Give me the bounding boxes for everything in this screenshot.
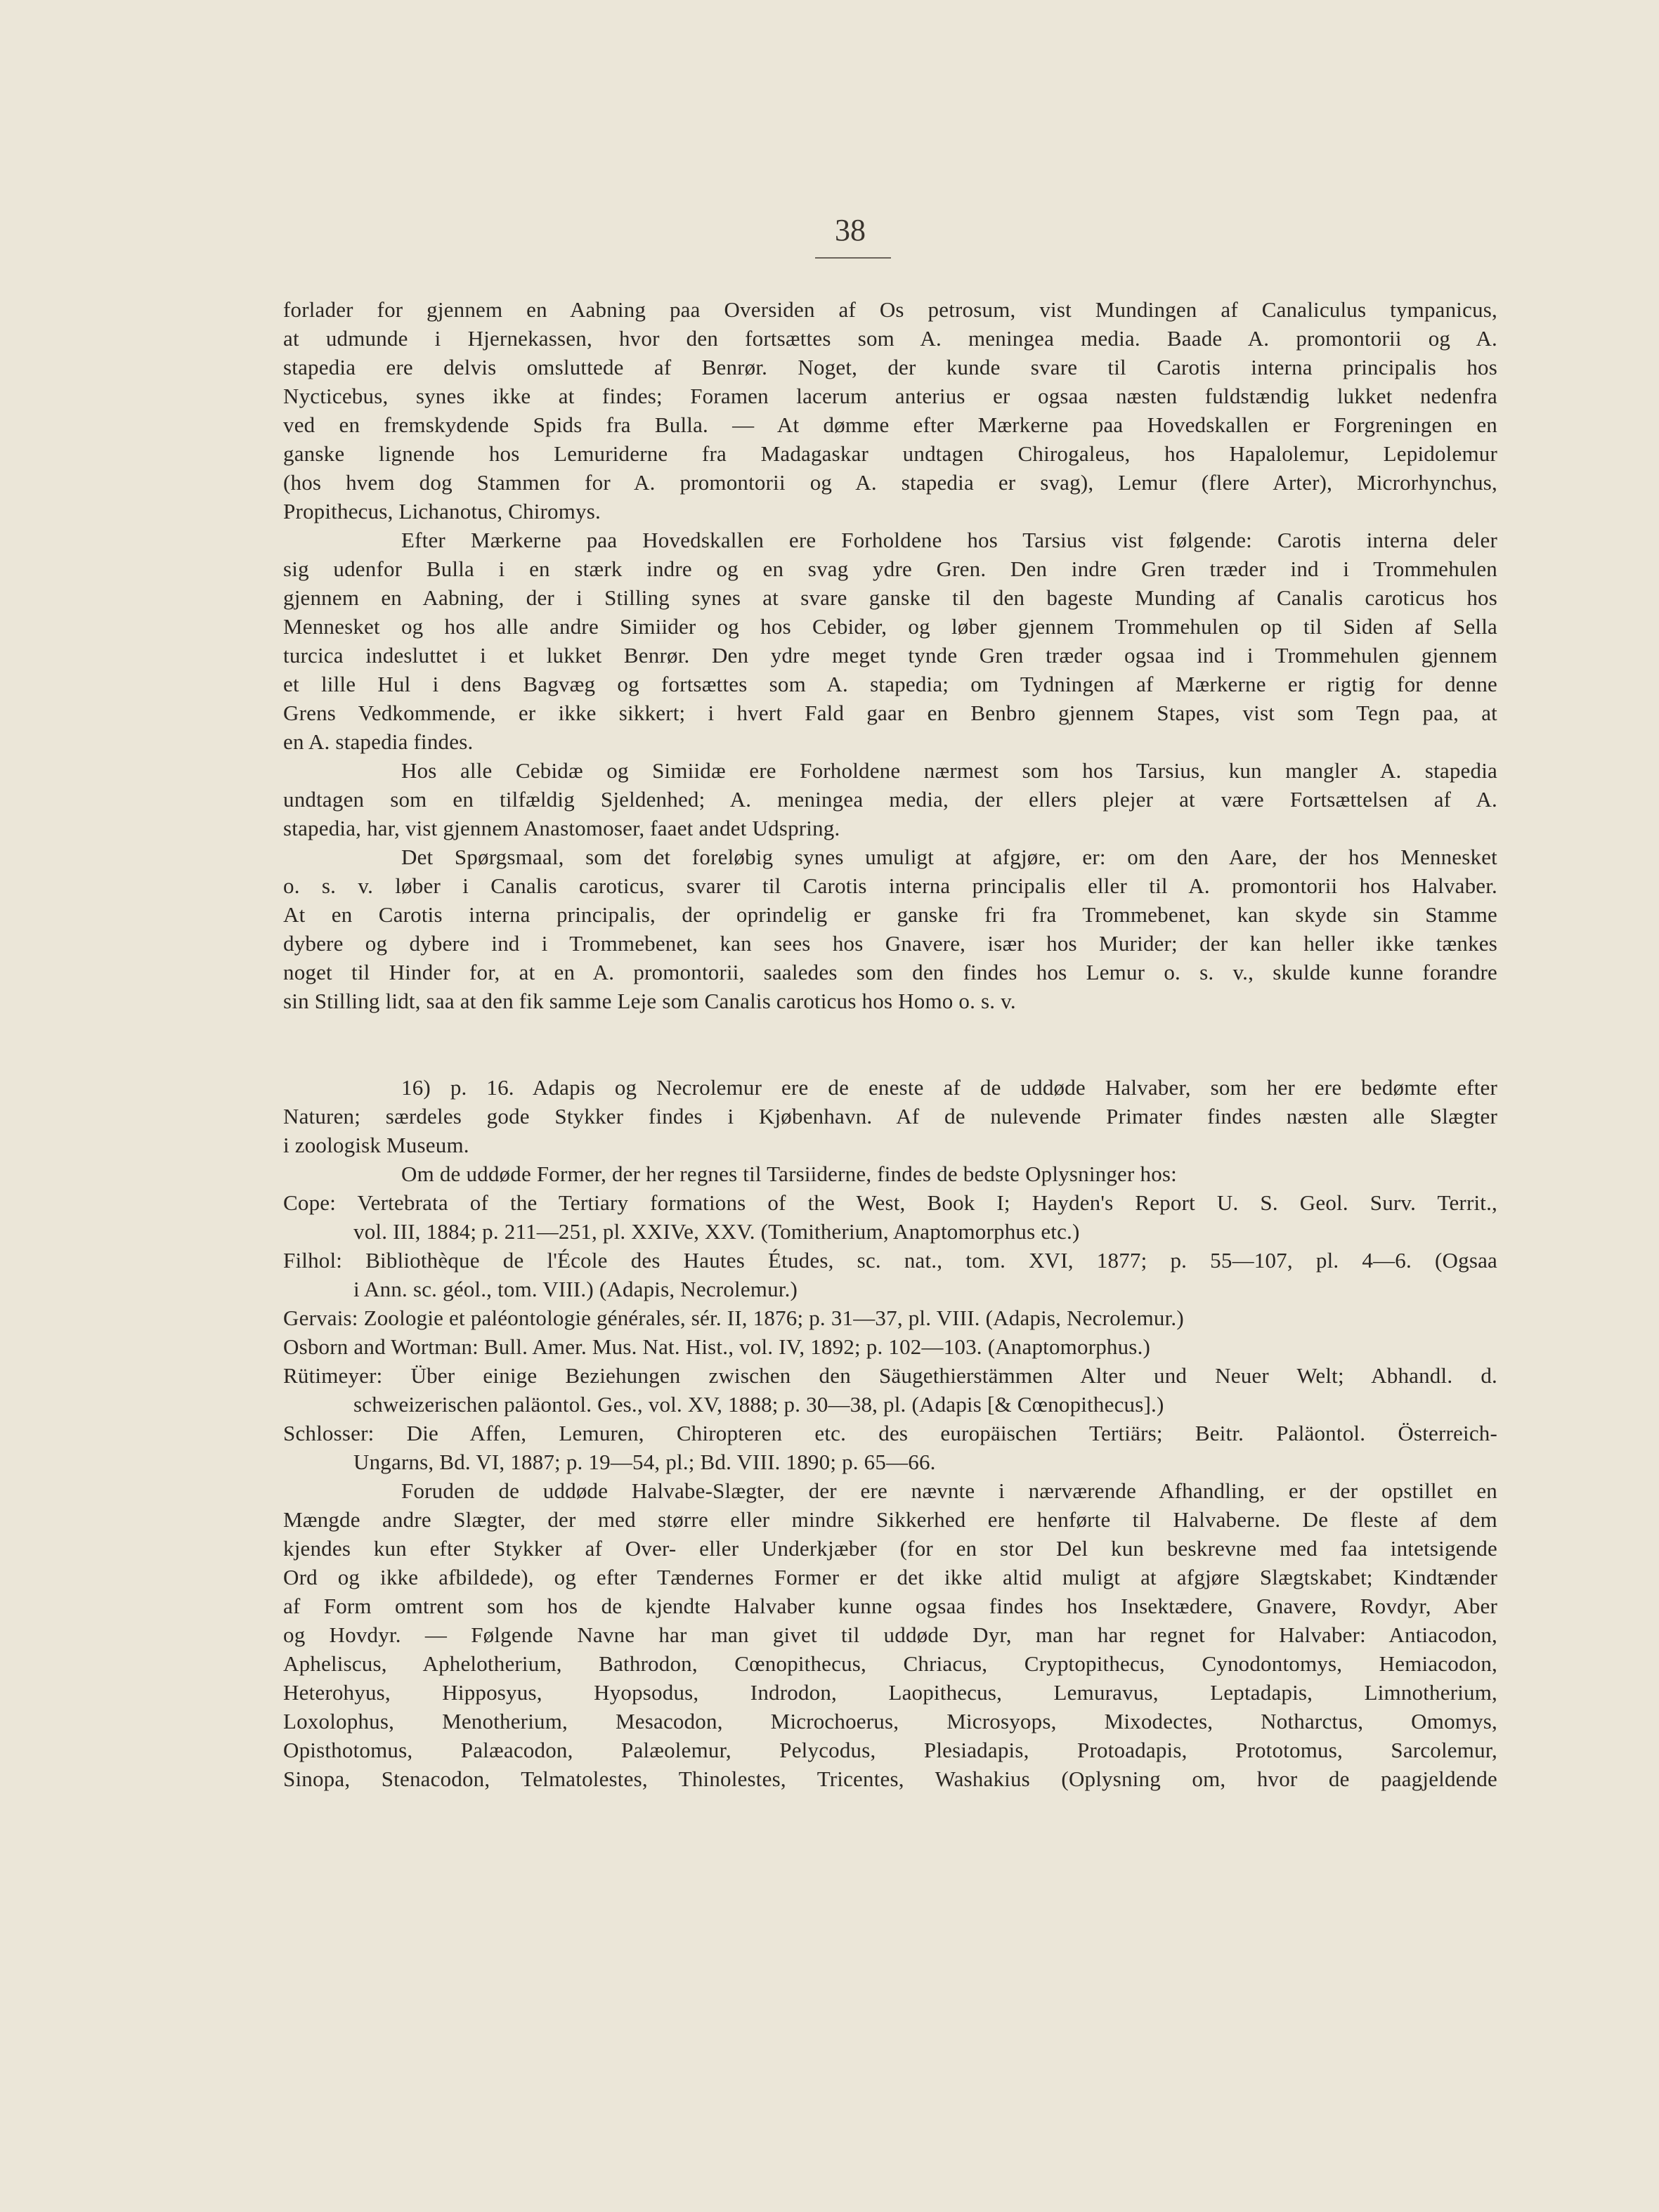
text-line: et lille Hul i dens Bagvæg og fortsættes som A. stapedia; om Tydningen af Mærkerne er rigtig for denne xyxy=(283,672,1497,696)
reference-filhol: Filhol: Bibliothèque de l'École des Hautes Études, sc. nat., tom. XVI, 1877; p. 55—107, pl. 4—6. (Ogsaa xyxy=(283,1248,1497,1273)
text-line: Loxolophus, Menotherium, Mesacodon, Microchoerus, Microsyops, Mixodectes, Notharctus, Omomys, xyxy=(283,1709,1497,1733)
reference-schlosser-cont: Ungarns, Bd. VI, 1887; p. 19—54, pl.; Bd. VIII. 1890; p. 65—66. xyxy=(353,1450,936,1474)
text-line: sin Stilling lidt, saa at den fik samme Leje som Canalis caroticus hos Homo o. s. v. xyxy=(283,989,1016,1013)
text-line: Opisthotomus, Palæacodon, Palæolemur, Pelycodus, Plesiadapis, Protoadapis, Prototomus, Sarcolemur, xyxy=(283,1738,1497,1762)
reference-rutimeyer: Rütimeyer: Über einige Beziehungen zwischen den Säugethierstämmen Alter und Neuer Welt; Abhandl. d. xyxy=(283,1363,1497,1388)
page-number: 38 xyxy=(835,213,866,247)
text-line: turcica indesluttet i et lukket Benrør. Den ydre meget tynde Gren træder ogsaa ind i Trommehulen gjennem xyxy=(283,643,1497,668)
text-line: sig udenfor Bulla i en stærk indre og en svag ydre Gren. Den indre Gren træder ind i Trommehulen xyxy=(283,557,1497,581)
reference-osborn-wortman: Osborn and Wortman: Bull. Amer. Mus. Nat. Hist., vol. IV, 1892; p. 102—103. (Anaptomorphus.) xyxy=(283,1334,1151,1359)
text-line: Ord og ikke afbildede), og efter Tændernes Former er det ikke altid muligt at afgjøre Slægtskabet; Kindtænder xyxy=(283,1565,1497,1589)
text-line: i zoologisk Museum. xyxy=(283,1133,469,1157)
text-line: af Form omtrent som hos de kjendte Halvaber kunne ogsaa findes hos Insektædere, Gnavere, Rovdyr, Aber xyxy=(283,1594,1497,1618)
text-line: Naturen; særdeles gode Stykker findes i Kjøbenhavn. Af de nulevende Primater findes næsten alle Slægter xyxy=(283,1104,1497,1128)
text-line: Grens Vedkommende, er ikke sikkert; i hvert Fald gaar en Benbro gjennem Stapes, vist som Tegn paa, at xyxy=(283,701,1497,725)
text-line: dybere og dybere ind i Trommebenet, kan sees hos Gnavere, især hos Murider; der kan heller ikke tænkes xyxy=(283,931,1497,956)
reference-gervais: Gervais: Zoologie et paléontologie générales, sér. II, 1876; p. 31—37, pl. VIII. (Adapis, Necrolemur.) xyxy=(283,1306,1184,1330)
text-line: Nycticebus, synes ikke at findes; Foramen lacerum anterius er ogsaa næsten fuldstændig lukket nedenfra xyxy=(283,384,1497,408)
text-line: At en Carotis interna principalis, der oprindelig er ganske fri fra Trommebenet, kan skyde sin Stamme xyxy=(283,902,1497,927)
text-line: og Hovdyr. — Følgende Navne har man givet til uddøde Dyr, man har regnet for Halvaber: Antiacodon, xyxy=(283,1622,1497,1647)
text-line: stapedia, har, vist gjennem Anastomoser, faaet andet Udspring. xyxy=(283,816,840,840)
text-line: Det Spørgsmaal, som det foreløbig synes umuligt at afgjøre, er: om den Aare, der hos Mennesket xyxy=(401,845,1497,869)
reference-cope-cont: vol. III, 1884; p. 211—251, pl. XXIVe, XXV. (Tomitherium, Anaptomorphus etc.) xyxy=(353,1219,1080,1244)
text-line: Mennesket og hos alle andre Simiider og hos Cebider, og løber gjennem Trommehulen op til Siden af Sella xyxy=(283,614,1497,639)
text-line: undtagen som en tilfældig Sjeldenhed; A. meningea media, der ellers plejer at være Fortsættelsen af A. xyxy=(283,787,1497,812)
text-line: noget til Hinder for, at en A. promontorii, saaledes som den findes hos Lemur o. s. v., skulde kunne forandre xyxy=(283,960,1497,984)
text-line: Mængde andre Slægter, der med større eller mindre Sikkerhed ere henførte til Halvaberne. De fleste af dem xyxy=(283,1507,1497,1532)
text-line: en A. stapedia findes. xyxy=(283,729,474,754)
text-line: Propithecus, Lichanotus, Chiromys. xyxy=(283,499,601,523)
text-line: at udmunde i Hjernekassen, hvor den fortsættes som A. meningea media. Baade A. promontorii og A. xyxy=(283,326,1497,351)
reference-cope: Cope: Vertebrata of the Tertiary formations of the West, Book I; Hayden's Report U. S. Geol. Surv. Territ., xyxy=(283,1190,1497,1215)
text-line: forlader for gjennem en Aabning paa Oversiden af Os petrosum, vist Mundingen af Canaliculus tympanicus, xyxy=(283,297,1497,322)
text-line: Heterohyus, Hipposyus, Hyopsodus, Indrodon, Laopithecus, Lemuravus, Leptadapis, Limnotherium, xyxy=(283,1680,1497,1705)
reference-schlosser: Schlosser: Die Affen, Lemuren, Chiropteren etc. des europäischen Tertiärs; Beitr. Paläontol. Österreich- xyxy=(283,1421,1497,1445)
text-line: Om de uddøde Former, der her regnes til Tarsiiderne, findes de bedste Oplysninger hos: xyxy=(401,1162,1177,1186)
reference-filhol-cont: i Ann. sc. géol., tom. VIII.) (Adapis, Necrolemur.) xyxy=(353,1277,798,1301)
section-gap xyxy=(283,1015,1497,1073)
text-line: stapedia ere delvis omsluttede af Benrør. Noget, der kunde svare til Carotis interna principalis hos xyxy=(283,355,1497,379)
text-line: ganske lignende hos Lemuriderne fra Madagaskar undtagen Chirogaleus, hos Hapalolemur, Lepidolemur xyxy=(283,441,1497,466)
text-line: kjendes kun efter Stykker af Over- eller Underkjæber (for en stor Del kun beskrevne med faa intetsigende xyxy=(283,1536,1497,1561)
text-line: ved en fremskydende Spids fra Bulla. — At dømme efter Mærkerne paa Hovedskallen er Forgreningen en xyxy=(283,412,1497,437)
text-line: (hos hvem dog Stammen for A. promontorii og A. stapedia er svag), Lemur (flere Arter), Microrhynchus, xyxy=(283,470,1497,495)
text-line: gjennem en Aabning, der i Stilling synes at svare ganske til den bageste Munding af Canalis caroticus hos xyxy=(283,585,1497,610)
text-line: Sinopa, Stenacodon, Telmatolestes, Thinolestes, Tricentes, Washakius (Oplysning om, hvor de paagjeldende xyxy=(283,1767,1497,1791)
text-line: Efter Mærkerne paa Hovedskallen ere Forholdene hos Tarsius vist følgende: Carotis interna deler xyxy=(401,528,1497,552)
body-text xyxy=(283,295,1497,1793)
text-line: Hos alle Cebidæ og Simiidæ ere Forholdene nærmest som hos Tarsius, kun mangler A. stapedia xyxy=(401,758,1497,783)
text-line: o. s. v. løber i Canalis caroticus, svarer til Carotis interna principalis eller til A. promontorii hos Halvaber. xyxy=(283,873,1497,898)
text-line: Foruden de uddøde Halvabe-Slægter, der ere nævnte i nærværende Afhandling, er der opstillet en xyxy=(401,1478,1497,1503)
page-number-rule xyxy=(815,257,891,259)
text-line: Apheliscus, Aphelotherium, Bathrodon, Cœnopithecus, Chriacus, Cryptopithecus, Cynodontomys, Hemiacodon, xyxy=(283,1651,1497,1676)
reference-rutimeyer-cont: schweizerischen paläontol. Ges., vol. XV, 1888; p. 30—38, pl. (Adapis [& Cœnopithecus].) xyxy=(353,1392,1164,1417)
note-16-line: 16) p. 16. Adapis og Necrolemur ere de eneste af de uddøde Halvaber, som her ere bedømte efter xyxy=(401,1075,1497,1100)
